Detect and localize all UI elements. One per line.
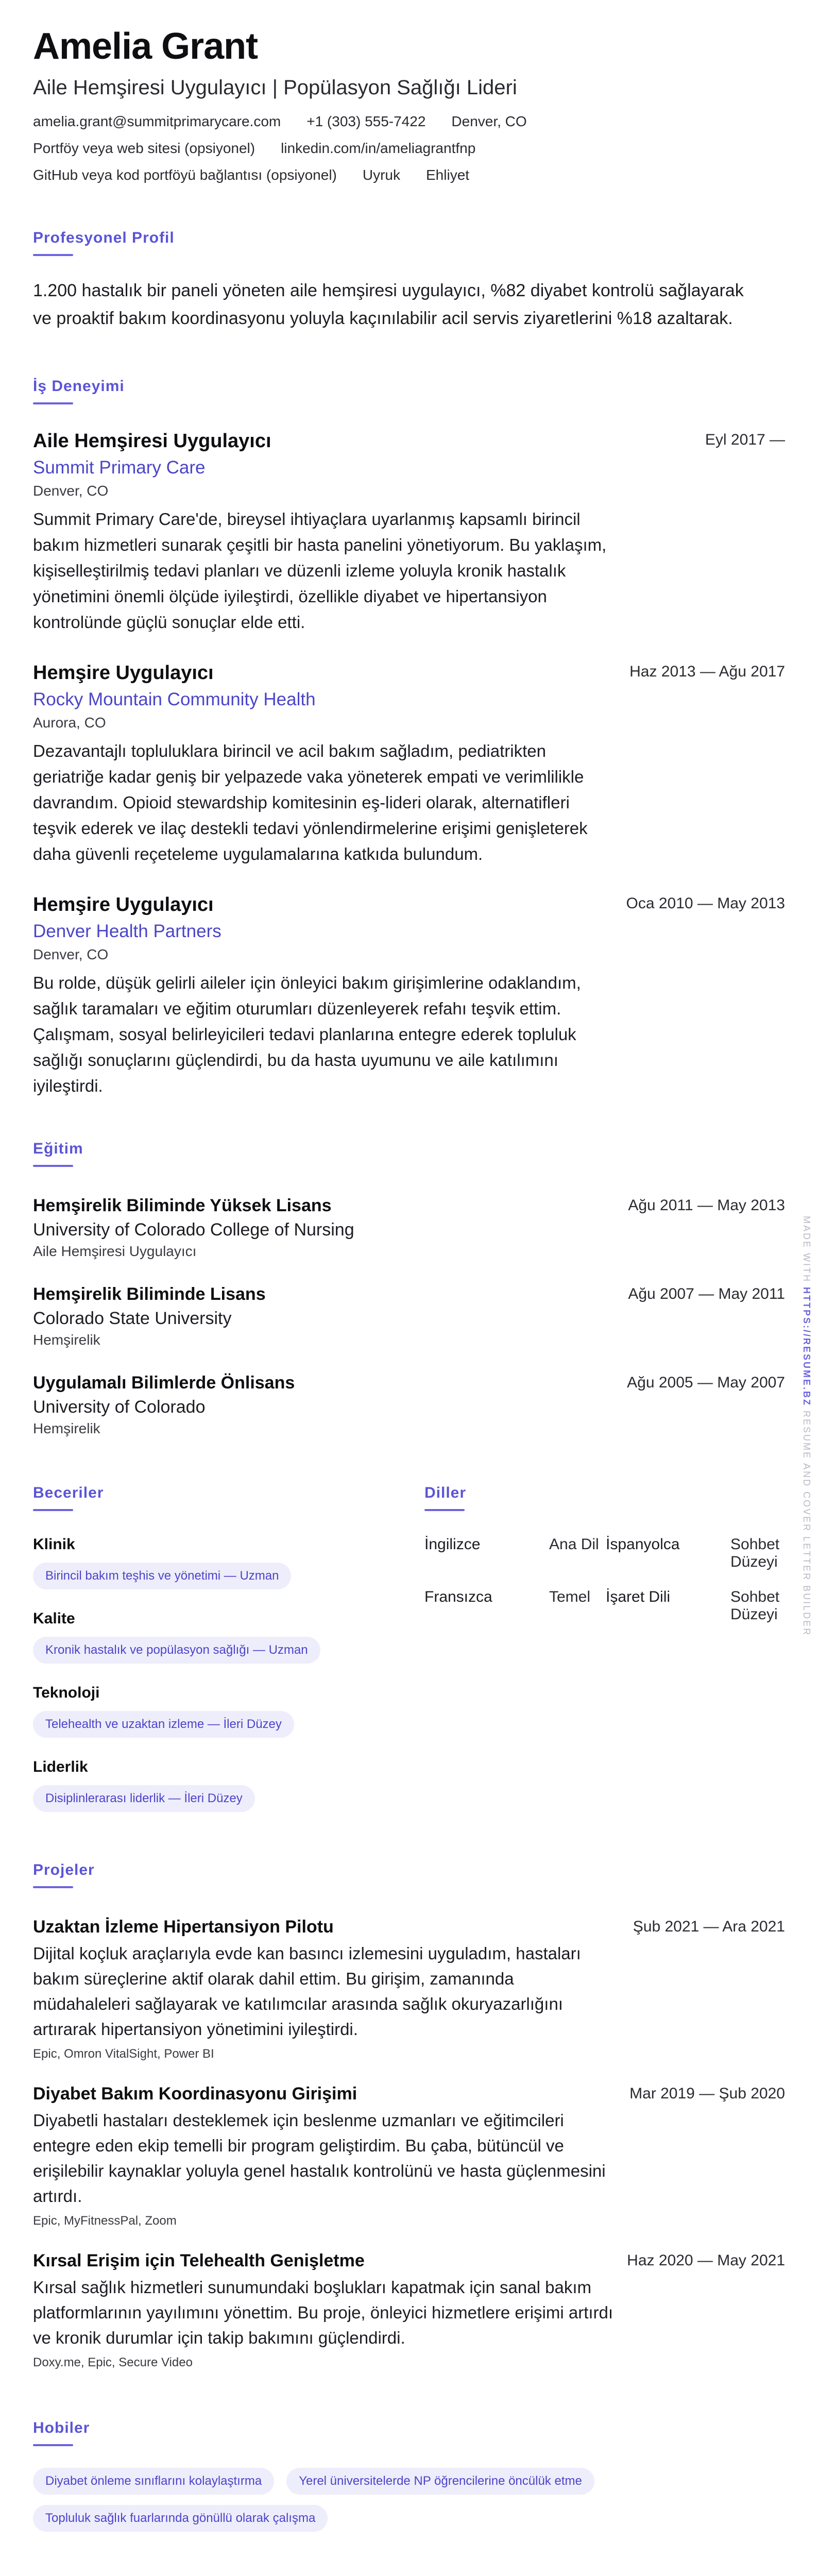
job-description: Dezavantajlı topluluklara birincil ve acil bakım sağladım, pediatrikten geriatriğe kadar geniş bir yelpazede vaka yöneterek empati ve verimlilikle davrandım. Opioid stewardship komitesinin eş-lideri olarak, alternatifleri teşvik ederek ve ilaç destekli tedavi yönlendirmelerine erişimi genişleterek daha güvenli reçeteleme uygulamalarına katkıda bulundum. xyxy=(33,741,588,863)
project-date: Haz 2020 — May 2021 xyxy=(627,2252,785,2269)
languages-grid xyxy=(424,1536,785,1623)
section-divider xyxy=(33,1165,73,1167)
profile-section xyxy=(33,229,785,332)
job-description: Summit Primary Care'de, bireysel ihtiyaçlara uyarlanmış kapsamlı birincil bakım hizmetleri sunarak çeşitli bir hasta panelini yönetiyorum. Bu yaklaşım, kişiselleştirilmiş tedavi planları ve düzenli izleme yoluyla kronik hastalık yönetimini önemli ölçüde iyileştirdi, özellikle diyabet ve hipertansiyon kontrolünde güçlü sonuçlar elde etti. xyxy=(33,510,607,632)
experience-entry xyxy=(33,661,785,867)
candidate-name: Amelia Grant xyxy=(33,26,258,67)
section-title: Eğitim xyxy=(33,1140,83,1157)
project-entry xyxy=(33,2250,785,2370)
email-link[interactable]: amelia.grant@summitprimarycare.com xyxy=(33,113,281,129)
linkedin-link[interactable]: linkedin.com/in/ameliagrantfnp xyxy=(281,140,476,156)
project-tech: Epic, MyFitnessPal, Zoom xyxy=(33,2214,177,2228)
language-level: Sohbet Düzeyi xyxy=(730,1588,780,1623)
project-entry xyxy=(33,1916,785,2061)
watermark-link[interactable]: HTTPS://RESUME.BZ xyxy=(802,1287,812,1407)
watermark-suffix: RESUME AND COVER LETTER BUILDER xyxy=(802,1411,812,1637)
skill-category: Teknoloji xyxy=(33,1684,100,1701)
language-name: İngilizce xyxy=(424,1536,481,1553)
watermark-text xyxy=(801,1216,812,1649)
project-description: Diyabetli hastaları desteklemek için beslenme uzmanları ve eğitimcileri entegre eden ekip temelli bir program geliştirdim. Bu çaba, bütüncül ve erişilebilir kaynaklar yoluyla genel hastalık kontrolünü ve hasta güçlenmesini artırdı. xyxy=(33,2111,606,2206)
skill-category: Kalite xyxy=(33,1610,75,1627)
section-divider xyxy=(33,402,73,404)
section-divider xyxy=(33,254,73,256)
hobby-list xyxy=(33,2468,651,2532)
section-divider xyxy=(33,1509,73,1511)
language-level: Ana Dil xyxy=(549,1536,599,1553)
education-date: Ağu 2011 — May 2013 xyxy=(628,1197,785,1214)
school-name: Colorado State University xyxy=(33,1309,232,1328)
education-section xyxy=(33,1140,785,1437)
job-description: Bu rolde, düşük gelirli aileler için önleyici bakım girişimlerine odaklandım, sağlık taramaları ve eğitim oturumları düzenleyerek refahı teşvik ettim. Çalışmam, sosyal belirleyicileri tedavi planlarına entegre ederek topluluk sağlığı sonuçlarını güçlendirdi, bu da hasta uyumunu ve aile katılımını iyileştirdi. xyxy=(33,973,581,1095)
hobby-pill: Topluluk sağlık fuarlarında gönüllü olarak çalışma xyxy=(33,2505,328,2532)
skill-category: Klinik xyxy=(33,1536,75,1553)
skill-pill: Kronik hastalık ve popülasyon sağlığı — Uzman xyxy=(33,1637,320,1664)
project-description: Dijital koçluk araçlarıyla evde kan basıncı izlemesini uyguladım, hastaları bakım süreçlerine aktif olarak dahil ettim. Bu girişim, zamanında müdahaleleri sağlayarak ve katılımcılar arasında sağlık okuryazarlığını artırarak hipertansiyon yönetimini iyileştirdi. xyxy=(33,1944,581,2039)
job-location: Denver, CO xyxy=(33,483,109,499)
section-title: Beceriler xyxy=(33,1484,104,1501)
section-title: Diller xyxy=(424,1484,467,1501)
job-title: Hemşire Uygulayıcı xyxy=(33,894,214,916)
job-title: Aile Hemşiresi Uygulayıcı xyxy=(33,430,271,452)
watermark xyxy=(800,1216,812,1649)
company-name: Rocky Mountain Community Health xyxy=(33,689,316,709)
job-date: Eyl 2017 — xyxy=(705,431,785,448)
project-date: Şub 2021 — Ara 2021 xyxy=(633,1918,785,1935)
education-entry xyxy=(33,1283,785,1348)
language-level: Sohbet Düzeyi xyxy=(730,1536,780,1570)
hobby-pill: Diyabet önleme sınıflarını kolaylaştırma xyxy=(33,2468,274,2495)
languages-section xyxy=(424,1484,785,1812)
contact-row-3 xyxy=(33,166,785,184)
skill-pill: Telehealth ve uzaktan izleme — İleri Düzey xyxy=(33,1711,294,1738)
section-title: Projeler xyxy=(33,1861,95,1878)
field-of-study: Hemşirelik xyxy=(33,1332,100,1348)
job-title: Hemşire Uygulayıcı xyxy=(33,662,214,684)
experience-entry xyxy=(33,429,785,635)
project-description: Kırsal sağlık hizmetleri sunumundaki boşlukları kapatmak için sanal bakım platformlarının yayılımını yönettim. Bu proje, önleyici hizmetlere erişimi artırdı ve kronik durumlar için takip bakımını güçlendirdi. xyxy=(33,2278,614,2347)
job-date: Haz 2013 — Ağu 2017 xyxy=(629,663,785,680)
experience-entry xyxy=(33,893,785,1099)
section-title: İş Deneyimi xyxy=(33,378,125,395)
contact-row-2 xyxy=(33,140,785,157)
project-name: Kırsal Erişim için Telehealth Genişletme xyxy=(33,2251,365,2270)
profile-summary: 1.200 hastalık bir paneli yöneten aile hemşiresi uygulayıcı, %82 diyabet kontrolü sağlayarak ve proaktif bakım koordinasyonu yoluyla kaçınılabilir acil servis ziyaretlerini %18 azaltarak. xyxy=(33,281,744,328)
company-name: Summit Primary Care xyxy=(33,457,206,478)
experience-section xyxy=(33,378,785,1099)
field-of-study: Hemşirelik xyxy=(33,1420,100,1436)
education-date: Ağu 2007 — May 2011 xyxy=(628,1285,785,1302)
section-divider xyxy=(33,2444,73,2446)
degree-title: Hemşirelik Biliminde Yüksek Lisans xyxy=(33,1196,332,1215)
project-entry xyxy=(33,2083,785,2228)
skill-pill: Disiplinlerarası liderlik — İleri Düzey xyxy=(33,1785,255,1812)
job-location: Aurora, CO xyxy=(33,715,106,731)
section-divider xyxy=(424,1509,465,1511)
project-tech: Doxy.me, Epic, Secure Video xyxy=(33,2355,193,2369)
website-link[interactable]: Portföy veya web sitesi (opsiyonel) xyxy=(33,140,255,156)
skill-category: Liderlik xyxy=(33,1758,88,1775)
education-entry xyxy=(33,1195,785,1260)
projects-section xyxy=(33,1861,785,2370)
field-of-study: Aile Hemşiresi Uygulayıcı xyxy=(33,1243,197,1259)
section-title: Hobiler xyxy=(33,2419,90,2436)
resume-header xyxy=(33,28,785,184)
hobbies-section xyxy=(33,2419,785,2532)
language-name: İşaret Dili xyxy=(606,1588,671,1605)
company-name: Denver Health Partners xyxy=(33,921,221,941)
degree-title: Hemşirelik Biliminde Lisans xyxy=(33,1284,266,1304)
education-entry xyxy=(33,1372,785,1437)
phone-number[interactable]: +1 (303) 555-7422 xyxy=(306,113,426,129)
job-date: Oca 2010 — May 2013 xyxy=(626,895,785,912)
school-name: University of Colorado xyxy=(33,1397,206,1417)
hobby-pill: Yerel üniversitelerde NP öğrencilerine öncülük etme xyxy=(286,2468,594,2495)
watermark-prefix: MADE WITH xyxy=(802,1216,812,1283)
project-date: Mar 2019 — Şub 2020 xyxy=(629,2085,785,2102)
school-name: University of Colorado College of Nursing xyxy=(33,1220,354,1240)
degree-title: Uygulamalı Bilimlerde Önlisans xyxy=(33,1373,295,1393)
language-name: Fransızca xyxy=(424,1588,492,1605)
language-level: Temel xyxy=(549,1588,591,1605)
project-tech: Epic, Omron VitalSight, Power BI xyxy=(33,2047,214,2061)
skill-pill: Birincil bakım teşhis ve yönetimi — Uzman xyxy=(33,1563,291,1589)
skills-section xyxy=(33,1484,424,1812)
candidate-headline: Aile Hemşiresi Uygulayıcı | Popülasyon Sağlığı Lideri xyxy=(33,76,517,99)
language-name: İspanyolca xyxy=(606,1536,680,1553)
contact-row-1 xyxy=(33,113,785,130)
section-title: Profesyonel Profil xyxy=(33,229,175,246)
skills-languages-row xyxy=(33,1484,785,1812)
education-date: Ağu 2005 — May 2007 xyxy=(627,1374,785,1391)
section-divider xyxy=(33,1886,73,1888)
location-text: Denver, CO xyxy=(451,113,527,129)
project-name: Uzaktan İzleme Hipertansiyon Pilotu xyxy=(33,1917,334,1937)
github-link[interactable]: GitHub veya kod portföyü bağlantısı (opsiyonel) xyxy=(33,167,337,183)
license-text: Ehliyet xyxy=(426,167,470,183)
job-location: Denver, CO xyxy=(33,946,109,962)
nationality-text: Uyruk xyxy=(362,167,400,183)
resume-page xyxy=(33,28,785,2576)
project-name: Diyabet Bakım Koordinasyonu Girişimi xyxy=(33,2084,357,2104)
